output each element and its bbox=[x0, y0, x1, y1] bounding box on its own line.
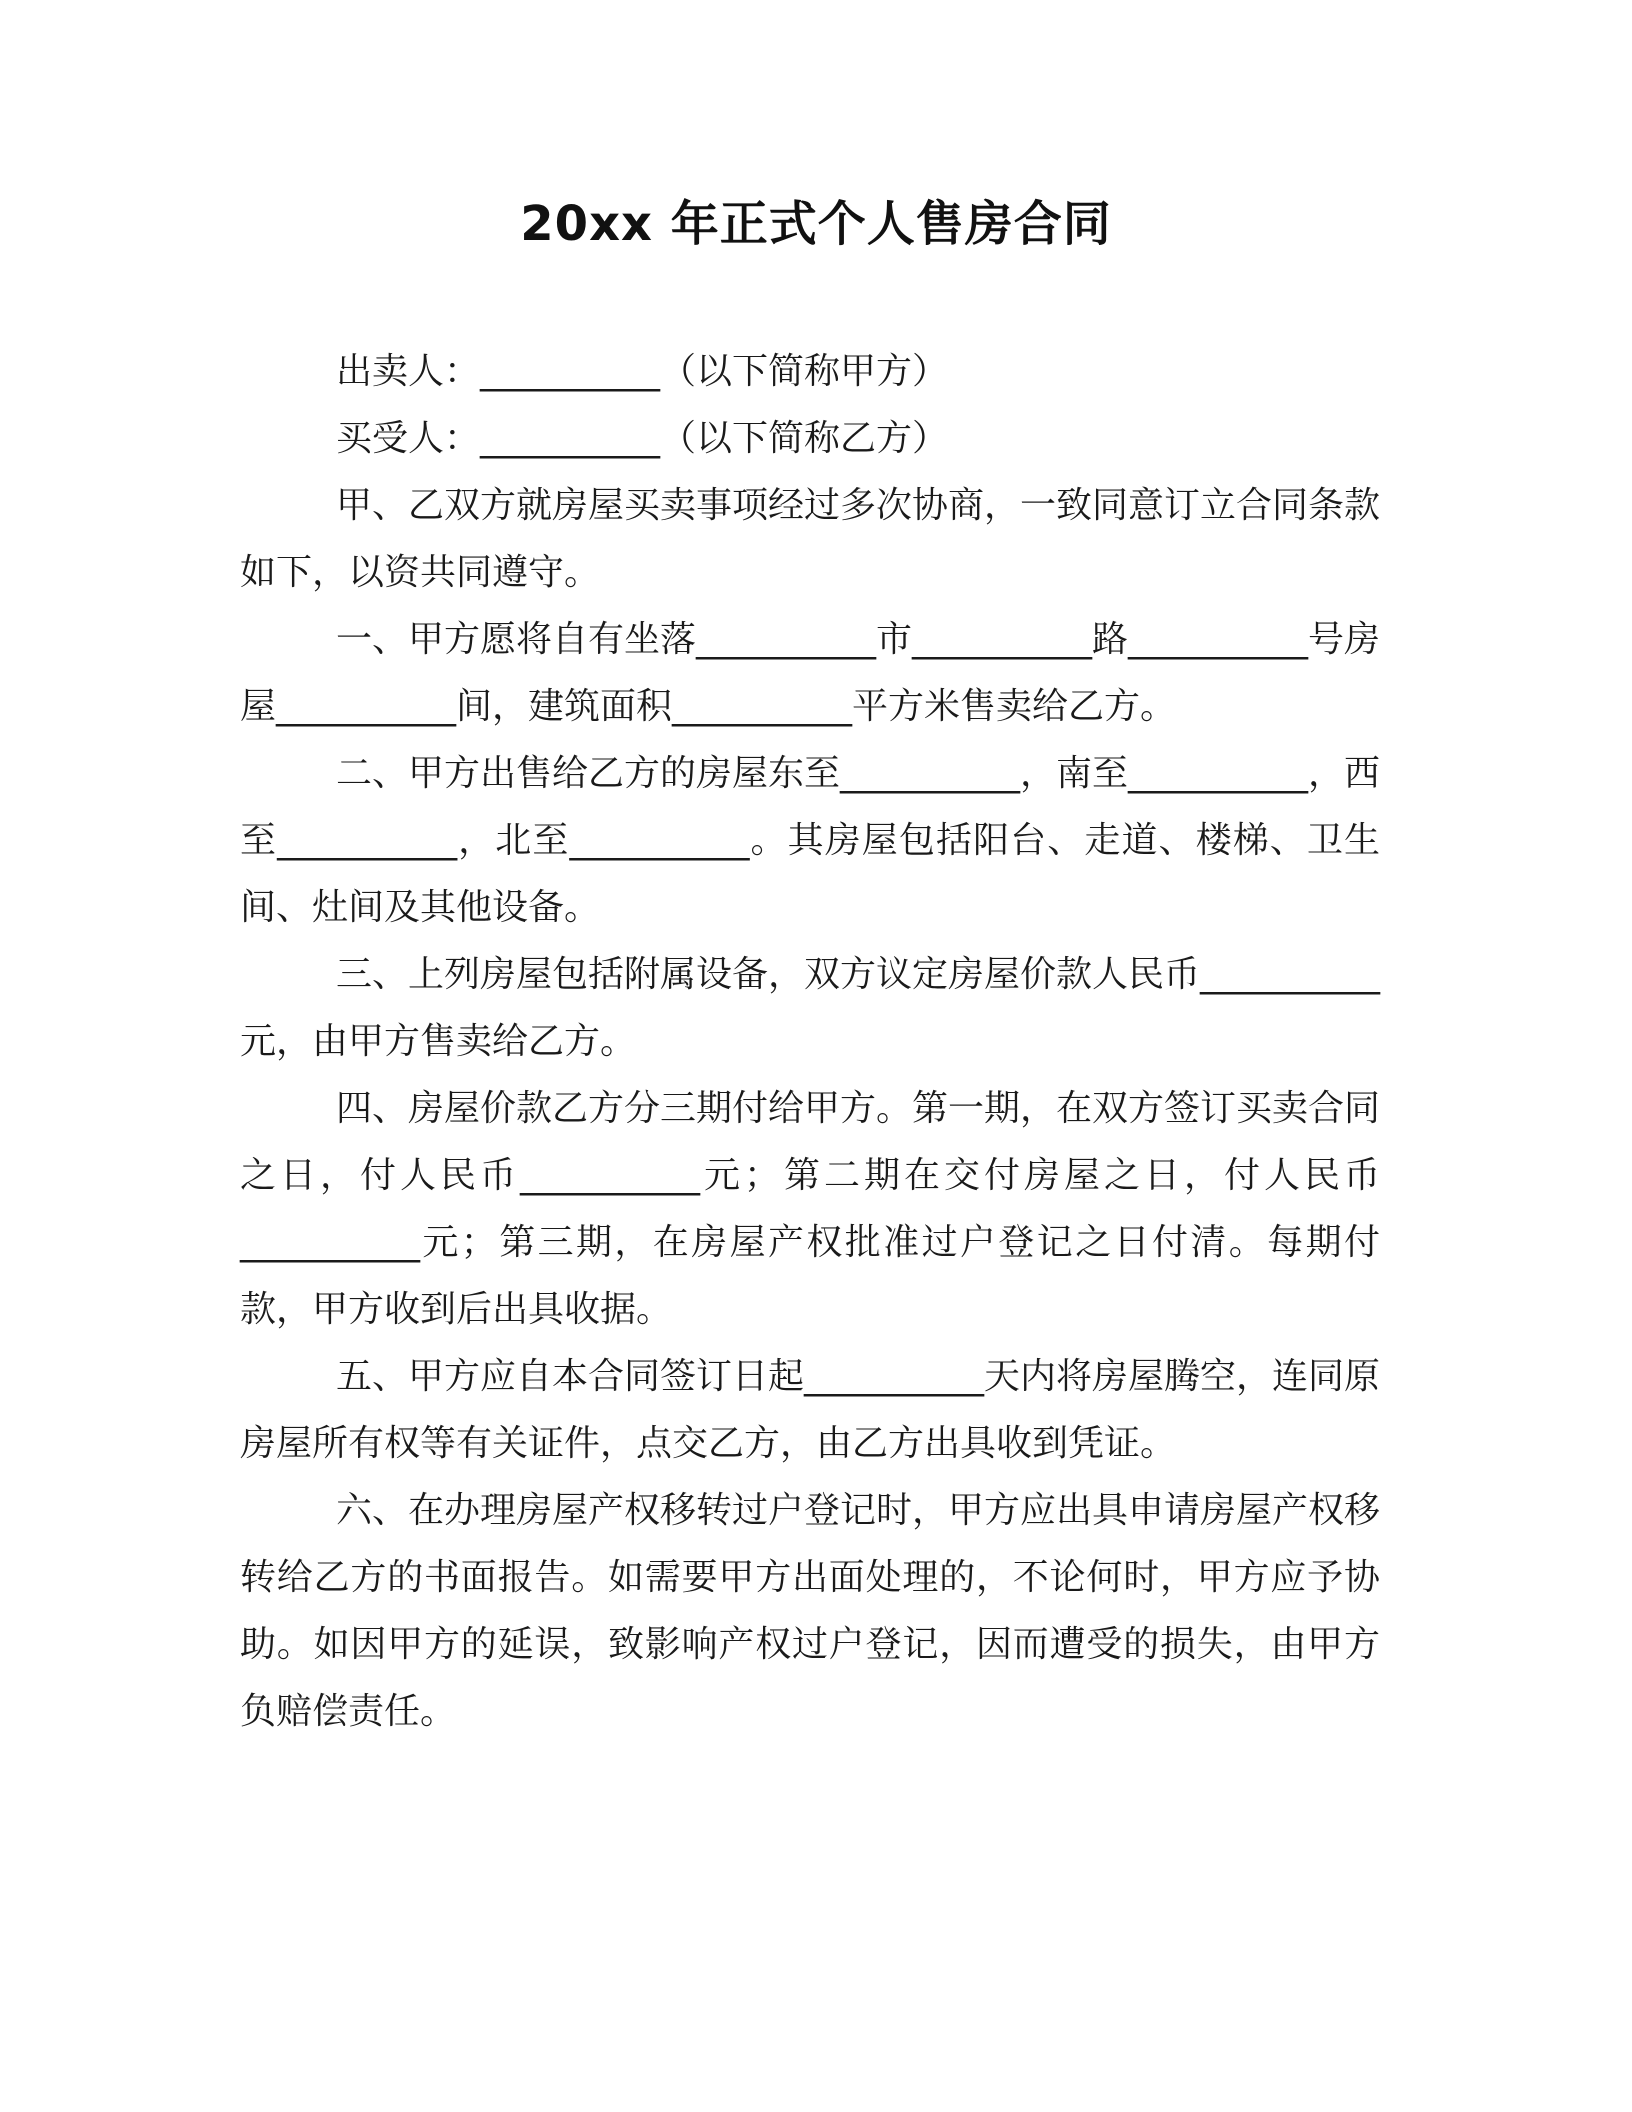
buyer-line: 买受人：__________（以下简称乙方） bbox=[336, 418, 949, 459]
clause-5: 五、甲方应自本合同签订日起__________天内将房屋腾空，连同原房屋所有权等有关证件，点交乙方，由乙方出具收到凭证。 bbox=[240, 1356, 1381, 1464]
clause-6: 六、在办理房屋产权移转过户登记时，甲方应出具申请房屋产权移转给乙方的书面报告。如需要甲方出面处理的，不论何时，甲方应予协助。如因甲方的延误，致影响产权过户登记，因而遭受的损失，由甲方负赔偿责任。 bbox=[240, 1490, 1381, 1732]
clause-4: 四、房屋价款乙方分三期付给甲方。第一期，在双方签订买卖合同之日，付人民币__________元；第二期在交付房屋之日，付人民币__________元；第三期，在房屋产权批准过户登记之日付清。每期付款，甲方收到后出具收据。 bbox=[240, 1088, 1381, 1330]
clause-1: 一、甲方愿将自有坐落__________市__________路__________号房屋__________间，建筑面积__________平方米售卖给乙方。 bbox=[240, 619, 1381, 727]
seller-line: 出卖人：__________（以下简称甲方） bbox=[336, 351, 949, 392]
clause-2: 二、甲方出售给乙方的房屋东至__________，南至__________，西至__________，北至__________。其房屋包括阳台、走道、楼梯、卫生间、灶间及其他设备。 bbox=[240, 753, 1381, 928]
document-body bbox=[240, 338, 1380, 1745]
intro-paragraph: 甲、乙双方就房屋买卖事项经过多次协商，一致同意订立合同条款如下，以资共同遵守。 bbox=[240, 485, 1381, 593]
clause-3: 三、上列房屋包括附属设备，双方议定房屋价款人民币__________元，由甲方售卖给乙方。 bbox=[240, 954, 1381, 1062]
document-title: 20xx 年正式个人售房合同 bbox=[520, 196, 1112, 252]
